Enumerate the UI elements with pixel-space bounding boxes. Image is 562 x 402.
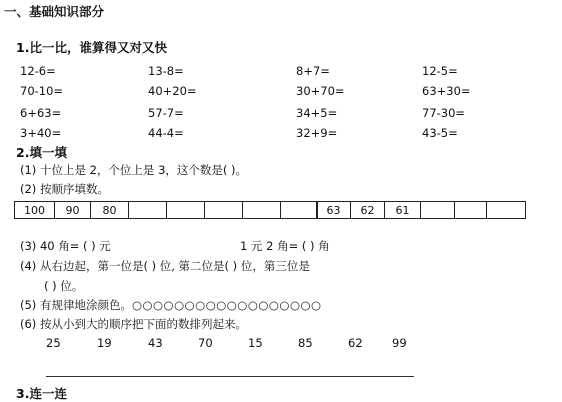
number-item: 15 — [248, 336, 263, 350]
number-box[interactable] — [128, 201, 166, 219]
number-box[interactable] — [204, 201, 242, 219]
number-box[interactable]: 100 — [14, 201, 54, 219]
q1-item: 40+20= — [148, 84, 197, 98]
q1-item: 63+30= — [422, 84, 471, 98]
q1-item: 43-5= — [422, 126, 458, 140]
q2-item4-line2: ( ) 位。 — [44, 279, 84, 293]
number-box[interactable]: 63 — [316, 201, 350, 219]
q1-item: 30+70= — [296, 84, 345, 98]
number-box[interactable] — [420, 201, 454, 219]
circle-row[interactable]: ○○○○○○○○○○○○○○○○○○ — [131, 298, 322, 312]
q2-item6: (6) 按从小到大的顺序把下面的数排列起来。 — [20, 317, 247, 331]
answer-line[interactable] — [46, 376, 414, 377]
number-item: 99 — [392, 336, 407, 350]
number-item: 62 — [348, 336, 363, 350]
number-box[interactable] — [280, 201, 318, 219]
q1-item: 6+63= — [20, 106, 62, 120]
q1-item: 8+7= — [296, 64, 330, 78]
number-boxes-left — [14, 201, 318, 219]
section-title: 一、基础知识部分 — [4, 4, 105, 19]
number-box[interactable] — [242, 201, 280, 219]
number-box[interactable]: 61 — [384, 201, 420, 219]
q1-item: 12-5= — [422, 64, 458, 78]
number-box[interactable]: 62 — [350, 201, 384, 219]
q1-item: 44-4= — [148, 126, 184, 140]
q2-item2: (2) 按顺序填数。 — [20, 182, 109, 196]
q2-item3-b: 1 元 2 角= ( ) 角 — [240, 239, 330, 253]
number-box[interactable]: 90 — [54, 201, 90, 219]
number-item: 25 — [46, 336, 61, 350]
q2-item5 — [20, 297, 322, 313]
q1-item: 34+5= — [296, 106, 338, 120]
number-box[interactable]: 80 — [90, 201, 128, 219]
number-boxes-right — [316, 201, 526, 219]
q2-item4-line1: (4) 从右边起，第一位是( ) 位, 第二位是( ) 位，第三位是 — [20, 259, 310, 273]
q1-item: 77-30= — [422, 106, 466, 120]
q3-title: 3.连一连 — [16, 386, 67, 401]
number-box[interactable] — [166, 201, 204, 219]
number-box[interactable] — [454, 201, 486, 219]
q2-item1: (1) 十位上是 2，个位上是 3，这个数是( )。 — [20, 163, 248, 177]
number-item: 43 — [148, 336, 163, 350]
number-box[interactable] — [486, 201, 526, 219]
number-item: 70 — [198, 336, 213, 350]
q1-item: 32+9= — [296, 126, 338, 140]
q1-item: 3+40= — [20, 126, 62, 140]
q1-item: 13-8= — [148, 64, 184, 78]
number-item: 85 — [298, 336, 313, 350]
number-item: 19 — [97, 336, 112, 350]
q1-title: 1.比一比，谁算得又对又快 — [16, 40, 167, 55]
q1-item: 57-7= — [148, 106, 184, 120]
q2-title: 2.填一填 — [16, 145, 67, 160]
q2-item5-label: (5) 有规律地涂颜色。 — [20, 298, 132, 312]
q1-item: 12-6= — [20, 64, 56, 78]
q2-item3-a: (3) 40 角= ( ) 元 — [20, 239, 111, 253]
q1-item: 70-10= — [20, 84, 64, 98]
